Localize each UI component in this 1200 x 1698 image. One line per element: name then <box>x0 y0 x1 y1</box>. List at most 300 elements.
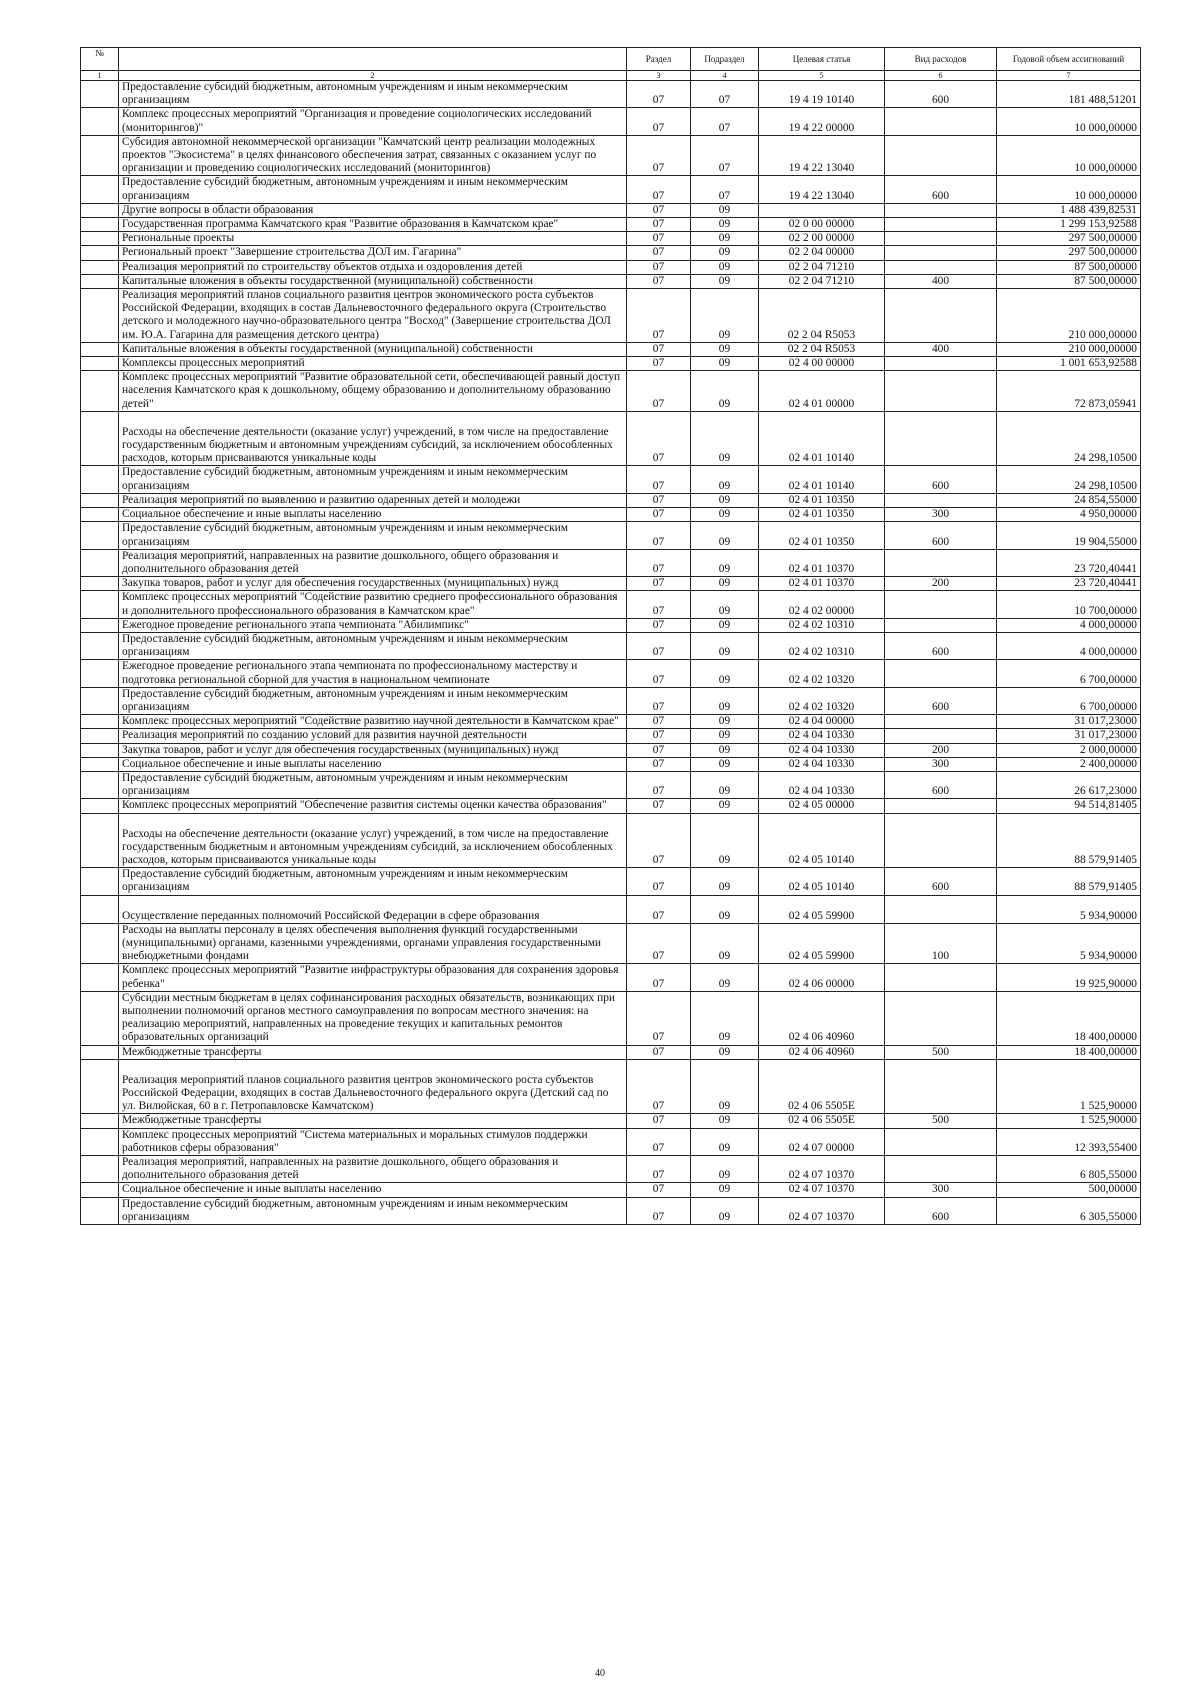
row-amount-cell: 18 400,00000 <box>997 991 1141 1045</box>
row-subsection-cell: 07 <box>691 135 759 176</box>
table-row <box>81 1183 1141 1197</box>
row-amount-cell: 31 017,23000 <box>997 729 1141 743</box>
row-section-cell: 07 <box>627 729 691 743</box>
row-target-cell: 02 4 01 10350 <box>759 522 885 549</box>
table-row <box>81 260 1141 274</box>
row-subsection-cell: 09 <box>691 1114 759 1128</box>
row-amount-cell: 5 934,90000 <box>997 923 1141 964</box>
table-row <box>81 660 1141 687</box>
row-amount-cell: 2 000,00000 <box>997 743 1141 757</box>
row-number-cell <box>81 895 119 923</box>
row-target-cell: 02 4 00 00000 <box>759 357 885 371</box>
row-expense-cell <box>885 246 997 260</box>
row-target-cell: 02 4 05 59900 <box>759 895 885 923</box>
row-target-cell: 02 4 06 00000 <box>759 964 885 991</box>
row-subsection-cell: 09 <box>691 1045 759 1059</box>
header-num: № <box>81 48 119 71</box>
row-section-cell: 07 <box>627 342 691 356</box>
row-number-cell <box>81 1059 119 1114</box>
table-row <box>81 1045 1141 1059</box>
row-name-cell: Капитальные вложения в объекты государственной (муниципальной) собственности <box>119 342 627 356</box>
row-name-cell: Другие вопросы в области образования <box>119 203 627 217</box>
row-subsection-cell: 09 <box>691 743 759 757</box>
row-name-cell: Комплекс процессных мероприятий "Развитие инфраструктуры образования для сохранения здоровья ребенка" <box>119 964 627 991</box>
row-number-cell <box>81 799 119 813</box>
row-target-cell: 02 0 00 00000 <box>759 218 885 232</box>
row-number-cell <box>81 964 119 991</box>
row-subsection-cell: 07 <box>691 81 759 108</box>
row-target-cell: 02 4 02 10320 <box>759 660 885 687</box>
table-row <box>81 632 1141 659</box>
table-row <box>81 493 1141 507</box>
row-amount-cell: 23 720,40441 <box>997 549 1141 576</box>
row-section-cell: 07 <box>627 357 691 371</box>
row-amount-cell: 6 700,00000 <box>997 687 1141 714</box>
row-target-cell: 02 4 01 10370 <box>759 549 885 576</box>
table-row <box>81 618 1141 632</box>
row-name-cell: Межбюджетные трансферты <box>119 1045 627 1059</box>
row-subsection-cell: 09 <box>691 591 759 618</box>
row-subsection-cell: 09 <box>691 660 759 687</box>
row-expense-cell: 400 <box>885 342 997 356</box>
row-amount-cell: 88 579,91405 <box>997 813 1141 868</box>
row-target-cell: 02 4 07 00000 <box>759 1128 885 1155</box>
row-subsection-cell: 09 <box>691 618 759 632</box>
row-target-cell: 02 4 01 10350 <box>759 508 885 522</box>
row-target-cell: 02 4 06 40960 <box>759 1045 885 1059</box>
row-section-cell: 07 <box>627 218 691 232</box>
row-subsection-cell: 09 <box>691 1183 759 1197</box>
row-subsection-cell: 09 <box>691 1059 759 1114</box>
row-name-cell: Социальное обеспечение и иные выплаты населению <box>119 508 627 522</box>
row-section-cell: 07 <box>627 618 691 632</box>
row-target-cell: 02 4 01 00000 <box>759 371 885 412</box>
row-name-cell: Расходы на обеспечение деятельности (оказание услуг) учреждений, в том числе на предоставление государственным бюджетным и автономным учреждениям субсидий, за исключением обособленных расходов, которым присваиваются уникальные коды <box>119 813 627 868</box>
row-name-cell: Комплексы процессных мероприятий <box>119 357 627 371</box>
row-number-cell <box>81 81 119 108</box>
row-expense-cell: 300 <box>885 1183 997 1197</box>
row-subsection-cell: 09 <box>691 1197 759 1224</box>
row-expense-cell: 500 <box>885 1045 997 1059</box>
row-subsection-cell: 09 <box>691 1156 759 1183</box>
column-number: 2 <box>119 71 627 81</box>
row-name-cell: Ежегодное проведение регионального этапа чемпионата "Абилимпикс" <box>119 618 627 632</box>
row-expense-cell: 600 <box>885 81 997 108</box>
row-number-cell <box>81 135 119 176</box>
row-expense-cell: 200 <box>885 743 997 757</box>
row-section-cell: 07 <box>627 868 691 895</box>
table-row <box>81 1197 1141 1224</box>
row-name-cell: Реализация мероприятий планов социального развития центров экономического роста субъектов Российской Федерации, входящих в состав Дальневосточного федерального округа (Детский сад по ул. Вилюйская, 60 в г. Петропавловске Камчатском) <box>119 1059 627 1114</box>
row-number-cell <box>81 411 119 466</box>
row-amount-cell: 94 514,81405 <box>997 799 1141 813</box>
row-name-cell: Реализация мероприятий по выявлению и развитию одаренных детей и молодежи <box>119 493 627 507</box>
column-number: 7 <box>997 71 1141 81</box>
row-name-cell: Предоставление субсидий бюджетным, автономным учреждениям и иным некоммерческим организациям <box>119 868 627 895</box>
row-section-cell: 07 <box>627 260 691 274</box>
row-name-cell: Предоставление субсидий бюджетным, автономным учреждениям и иным некоммерческим организациям <box>119 632 627 659</box>
row-expense-cell <box>885 591 997 618</box>
row-expense-cell: 300 <box>885 757 997 771</box>
row-expense-cell <box>885 493 997 507</box>
table-row <box>81 1114 1141 1128</box>
row-target-cell: 02 4 01 10140 <box>759 466 885 493</box>
row-name-cell: Реализация мероприятий по созданию условий для развития научной деятельности <box>119 729 627 743</box>
table-row <box>81 868 1141 895</box>
row-number-cell <box>81 549 119 576</box>
row-amount-cell: 10 000,00000 <box>997 135 1141 176</box>
row-number-cell <box>81 660 119 687</box>
row-amount-cell: 1 001 653,92588 <box>997 357 1141 371</box>
row-expense-cell <box>885 1128 997 1155</box>
row-expense-cell <box>885 895 997 923</box>
table-row <box>81 1059 1141 1114</box>
row-name-cell: Реализация мероприятий планов социального развития центров экономического роста субъектов Российской Федерации, входящих в состав Дальневосточного федерального округа (Строительство детского и молодежного научно-образовательного центра "Восход" (Завершение строительства ДОЛ им. Ю.А. Гагарина для размещения детского центра) <box>119 289 627 343</box>
row-amount-cell: 10 000,00000 <box>997 108 1141 135</box>
row-target-cell: 02 4 07 10370 <box>759 1183 885 1197</box>
row-subsection-cell: 09 <box>691 632 759 659</box>
row-target-cell: 02 2 04 R5053 <box>759 289 885 343</box>
row-expense-cell: 300 <box>885 508 997 522</box>
row-target-cell: 02 4 04 10330 <box>759 743 885 757</box>
row-name-cell: Комплекс процессных мероприятий "Содействие развитию научной деятельности в Камчатском крае" <box>119 715 627 729</box>
row-target-cell: 02 4 05 10140 <box>759 868 885 895</box>
row-amount-cell: 1 525,90000 <box>997 1114 1141 1128</box>
row-expense-cell: 600 <box>885 466 997 493</box>
row-section-cell: 07 <box>627 246 691 260</box>
row-number-cell <box>81 289 119 343</box>
row-target-cell: 19 4 19 10140 <box>759 81 885 108</box>
row-amount-cell: 6 805,55000 <box>997 1156 1141 1183</box>
row-amount-cell: 24 298,10500 <box>997 466 1141 493</box>
row-name-cell: Субсидия автономной некоммерческой организации "Камчатский центр реализации молодежных проектов "Экосистема" в целях финансового обеспечения затрат, связанных с оказанием услуг по организации и проведению социологических исследований (мониторингов) <box>119 135 627 176</box>
row-target-cell: 02 2 04 71210 <box>759 274 885 288</box>
row-subsection-cell: 09 <box>691 757 759 771</box>
header-expense: Вид расходов <box>885 48 997 71</box>
row-number-cell <box>81 357 119 371</box>
budget-table-container <box>80 47 1140 1225</box>
table-row <box>81 232 1141 246</box>
row-subsection-cell: 09 <box>691 274 759 288</box>
row-section-cell: 07 <box>627 577 691 591</box>
row-number-cell <box>81 1114 119 1128</box>
row-target-cell: 02 4 07 10370 <box>759 1156 885 1183</box>
row-expense-cell <box>885 135 997 176</box>
row-amount-cell: 72 873,05941 <box>997 371 1141 412</box>
row-expense-cell <box>885 260 997 274</box>
row-section-cell: 07 <box>627 203 691 217</box>
row-amount-cell: 6 305,55000 <box>997 1197 1141 1224</box>
budget-allocation-table <box>80 47 1141 1225</box>
row-expense-cell <box>885 289 997 343</box>
row-number-cell <box>81 218 119 232</box>
row-subsection-cell: 09 <box>691 895 759 923</box>
row-section-cell: 07 <box>627 632 691 659</box>
row-section-cell: 07 <box>627 371 691 412</box>
row-expense-cell: 400 <box>885 274 997 288</box>
row-subsection-cell: 09 <box>691 923 759 964</box>
row-target-cell: 02 4 02 10310 <box>759 632 885 659</box>
row-subsection-cell: 09 <box>691 715 759 729</box>
row-amount-cell: 23 720,40441 <box>997 577 1141 591</box>
row-section-cell: 07 <box>627 591 691 618</box>
row-number-cell <box>81 1183 119 1197</box>
row-expense-cell: 600 <box>885 1197 997 1224</box>
row-name-cell: Ежегодное проведение регионального этапа чемпионата по профессиональному мастерству и подготовка региональной сборной для участия в национальном чемпионате <box>119 660 627 687</box>
row-section-cell: 07 <box>627 687 691 714</box>
row-number-cell <box>81 508 119 522</box>
table-row <box>81 799 1141 813</box>
row-subsection-cell: 09 <box>691 203 759 217</box>
row-amount-cell: 297 500,00000 <box>997 246 1141 260</box>
table-row <box>81 108 1141 135</box>
row-number-cell <box>81 1197 119 1224</box>
row-section-cell: 07 <box>627 274 691 288</box>
row-subsection-cell: 09 <box>691 799 759 813</box>
table-row <box>81 743 1141 757</box>
table-row <box>81 371 1141 412</box>
row-subsection-cell: 09 <box>691 218 759 232</box>
row-name-cell: Закупка товаров, работ и услуг для обеспечения государственных (муниципальных) нужд <box>119 743 627 757</box>
header-amount: Годовой объем ассигнований <box>997 48 1141 71</box>
row-number-cell <box>81 771 119 798</box>
row-subsection-cell: 09 <box>691 371 759 412</box>
row-number-cell <box>81 715 119 729</box>
row-section-cell: 07 <box>627 176 691 203</box>
table-row <box>81 895 1141 923</box>
row-target-cell <box>759 203 885 217</box>
row-expense-cell <box>885 813 997 868</box>
row-amount-cell: 26 617,23000 <box>997 771 1141 798</box>
row-number-cell <box>81 591 119 618</box>
row-expense-cell: 600 <box>885 632 997 659</box>
row-number-cell <box>81 991 119 1045</box>
row-amount-cell: 181 488,51201 <box>997 81 1141 108</box>
table-row <box>81 771 1141 798</box>
row-expense-cell <box>885 218 997 232</box>
column-number: 5 <box>759 71 885 81</box>
row-name-cell: Осуществление переданных полномочий Российской Федерации в сфере образования <box>119 895 627 923</box>
table-row <box>81 135 1141 176</box>
row-number-cell <box>81 729 119 743</box>
row-subsection-cell: 09 <box>691 289 759 343</box>
row-section-cell: 07 <box>627 1059 691 1114</box>
table-row <box>81 923 1141 964</box>
table-row <box>81 715 1141 729</box>
row-number-cell <box>81 757 119 771</box>
row-amount-cell: 87 500,00000 <box>997 274 1141 288</box>
row-number-cell <box>81 203 119 217</box>
row-section-cell: 07 <box>627 757 691 771</box>
row-subsection-cell: 09 <box>691 1128 759 1155</box>
row-name-cell: Расходы на обеспечение деятельности (оказание услуг) учреждений, в том числе на предоставление государственным бюджетным и автономным учреждениям субсидий, за исключением обособленных расходов, которым присваиваются уникальные коды <box>119 411 627 466</box>
row-section-cell: 07 <box>627 466 691 493</box>
table-row <box>81 508 1141 522</box>
row-amount-cell: 1 488 439,82531 <box>997 203 1141 217</box>
row-name-cell: Предоставление субсидий бюджетным, автономным учреждениям и иным некоммерческим организациям <box>119 81 627 108</box>
row-name-cell: Предоставление субсидий бюджетным, автономным учреждениям и иным некоммерческим организациям <box>119 466 627 493</box>
row-subsection-cell: 09 <box>691 964 759 991</box>
row-target-cell: 02 2 00 00000 <box>759 232 885 246</box>
row-expense-cell <box>885 1156 997 1183</box>
row-subsection-cell: 09 <box>691 493 759 507</box>
row-expense-cell <box>885 203 997 217</box>
row-subsection-cell: 09 <box>691 729 759 743</box>
row-number-cell <box>81 342 119 356</box>
header-target: Целевая статья <box>759 48 885 71</box>
table-row <box>81 357 1141 371</box>
row-name-cell: Комплекс процессных мероприятий "Содействие развитию среднего профессионального образования и дополнительного профессионального образования в Камчатском крае" <box>119 591 627 618</box>
row-number-cell <box>81 868 119 895</box>
row-name-cell: Реализация мероприятий, направленных на развитие дошкольного, общего образования и дополнительного образования детей <box>119 549 627 576</box>
row-amount-cell: 4 000,00000 <box>997 632 1141 659</box>
row-subsection-cell: 09 <box>691 813 759 868</box>
row-target-cell: 02 4 05 00000 <box>759 799 885 813</box>
row-subsection-cell: 09 <box>691 991 759 1045</box>
table-row <box>81 246 1141 260</box>
row-name-cell: Предоставление субсидий бюджетным, автономным учреждениям и иным некоммерческим организациям <box>119 771 627 798</box>
row-name-cell: Расходы на выплаты персоналу в целях обеспечения выполнения функций государственными (муниципальными) органами, казенными учреждениями, органами управления государственными внебюджетными фондами <box>119 923 627 964</box>
table-row <box>81 577 1141 591</box>
row-number-cell <box>81 632 119 659</box>
row-name-cell: Предоставление субсидий бюджетным, автономным учреждениям и иным некоммерческим организациям <box>119 687 627 714</box>
table-body <box>81 81 1141 1225</box>
table-row <box>81 203 1141 217</box>
row-section-cell: 07 <box>627 1114 691 1128</box>
row-section-cell: 07 <box>627 1197 691 1224</box>
row-amount-cell: 297 500,00000 <box>997 232 1141 246</box>
row-number-cell <box>81 176 119 203</box>
header-subsection: Подраздел <box>691 48 759 71</box>
row-amount-cell: 18 400,00000 <box>997 1045 1141 1059</box>
row-expense-cell: 600 <box>885 522 997 549</box>
row-name-cell: Предоставление субсидий бюджетным, автономным учреждениям и иным некоммерческим организациям <box>119 522 627 549</box>
row-number-cell <box>81 522 119 549</box>
table-row <box>81 757 1141 771</box>
row-amount-cell: 88 579,91405 <box>997 868 1141 895</box>
row-section-cell: 07 <box>627 289 691 343</box>
row-subsection-cell: 09 <box>691 357 759 371</box>
row-expense-cell: 600 <box>885 176 997 203</box>
row-subsection-cell: 09 <box>691 549 759 576</box>
row-section-cell: 07 <box>627 923 691 964</box>
row-target-cell: 02 4 01 10140 <box>759 411 885 466</box>
row-expense-cell <box>885 799 997 813</box>
row-amount-cell: 24 854,55000 <box>997 493 1141 507</box>
row-number-cell <box>81 260 119 274</box>
row-name-cell: Реализация мероприятий, направленных на развитие дошкольного, общего образования и дополнительного образования детей <box>119 1156 627 1183</box>
row-number-cell <box>81 1128 119 1155</box>
row-target-cell: 19 4 22 13040 <box>759 176 885 203</box>
row-section-cell: 07 <box>627 964 691 991</box>
row-subsection-cell: 07 <box>691 176 759 203</box>
column-number: 3 <box>627 71 691 81</box>
row-subsection-cell: 09 <box>691 260 759 274</box>
row-expense-cell: 600 <box>885 687 997 714</box>
row-name-cell: Комплекс процессных мероприятий "Организация и проведение социологических исследований (мониторингов)" <box>119 108 627 135</box>
row-number-cell <box>81 108 119 135</box>
row-subsection-cell: 09 <box>691 868 759 895</box>
row-section-cell: 07 <box>627 895 691 923</box>
row-number-cell <box>81 246 119 260</box>
row-subsection-cell: 09 <box>691 466 759 493</box>
row-expense-cell <box>885 715 997 729</box>
row-target-cell: 02 2 04 71210 <box>759 260 885 274</box>
row-target-cell: 02 4 04 00000 <box>759 715 885 729</box>
row-name-cell: Комплекс процессных мероприятий "Обеспечение развития системы оценки качества образования" <box>119 799 627 813</box>
row-section-cell: 07 <box>627 81 691 108</box>
row-section-cell: 07 <box>627 743 691 757</box>
row-number-cell <box>81 493 119 507</box>
row-number-cell <box>81 1156 119 1183</box>
table-row <box>81 1156 1141 1183</box>
table-row <box>81 522 1141 549</box>
row-number-cell <box>81 813 119 868</box>
row-expense-cell <box>885 618 997 632</box>
row-amount-cell: 10 000,00000 <box>997 176 1141 203</box>
row-expense-cell <box>885 1059 997 1114</box>
row-expense-cell: 600 <box>885 771 997 798</box>
row-name-cell: Региональные проекты <box>119 232 627 246</box>
table-row <box>81 549 1141 576</box>
row-number-cell <box>81 743 119 757</box>
row-target-cell: 02 2 04 00000 <box>759 246 885 260</box>
row-amount-cell: 210 000,00000 <box>997 289 1141 343</box>
row-subsection-cell: 09 <box>691 232 759 246</box>
row-target-cell: 02 4 01 10370 <box>759 577 885 591</box>
row-section-cell: 07 <box>627 1045 691 1059</box>
row-expense-cell <box>885 729 997 743</box>
row-target-cell: 02 2 04 R5053 <box>759 342 885 356</box>
column-number: 6 <box>885 71 997 81</box>
row-expense-cell <box>885 411 997 466</box>
row-subsection-cell: 09 <box>691 508 759 522</box>
row-target-cell: 02 4 02 00000 <box>759 591 885 618</box>
row-target-cell: 02 4 06 5505E <box>759 1059 885 1114</box>
row-name-cell: Комплекс процессных мероприятий "Система материальных и моральных стимулов поддержки работников сферы образования" <box>119 1128 627 1155</box>
row-amount-cell: 31 017,23000 <box>997 715 1141 729</box>
table-row <box>81 687 1141 714</box>
row-name-cell: Субсидии местным бюджетам в целях софинансирования расходных обязательств, возникающих при выполнении полномочий органов местного самоуправления по вопросам местного значения: на реализацию мероприятий, направленных на проведение текущих и капитальных ремонтов образовательных организаций <box>119 991 627 1045</box>
row-section-cell: 07 <box>627 549 691 576</box>
row-expense-cell: 600 <box>885 868 997 895</box>
row-target-cell: 02 4 05 10140 <box>759 813 885 868</box>
table-row <box>81 964 1141 991</box>
column-number-row <box>81 71 1141 81</box>
table-row <box>81 289 1141 343</box>
column-number: 1 <box>81 71 119 81</box>
row-subsection-cell: 09 <box>691 522 759 549</box>
row-section-cell: 07 <box>627 799 691 813</box>
row-amount-cell: 4 000,00000 <box>997 618 1141 632</box>
row-number-cell <box>81 274 119 288</box>
row-section-cell: 07 <box>627 508 691 522</box>
row-target-cell: 02 4 02 10310 <box>759 618 885 632</box>
row-number-cell <box>81 577 119 591</box>
row-subsection-cell: 09 <box>691 342 759 356</box>
row-name-cell: Закупка товаров, работ и услуг для обеспечения государственных (муниципальных) нужд <box>119 577 627 591</box>
row-section-cell: 07 <box>627 715 691 729</box>
row-subsection-cell: 07 <box>691 108 759 135</box>
row-section-cell: 07 <box>627 991 691 1045</box>
row-amount-cell: 2 400,00000 <box>997 757 1141 771</box>
row-subsection-cell: 09 <box>691 246 759 260</box>
row-target-cell: 02 4 01 10350 <box>759 493 885 507</box>
row-amount-cell: 87 500,00000 <box>997 260 1141 274</box>
row-amount-cell: 1 299 153,92588 <box>997 218 1141 232</box>
row-name-cell: Предоставление субсидий бюджетным, автономным учреждениям и иным некоммерческим организациям <box>119 176 627 203</box>
row-amount-cell: 19 925,90000 <box>997 964 1141 991</box>
